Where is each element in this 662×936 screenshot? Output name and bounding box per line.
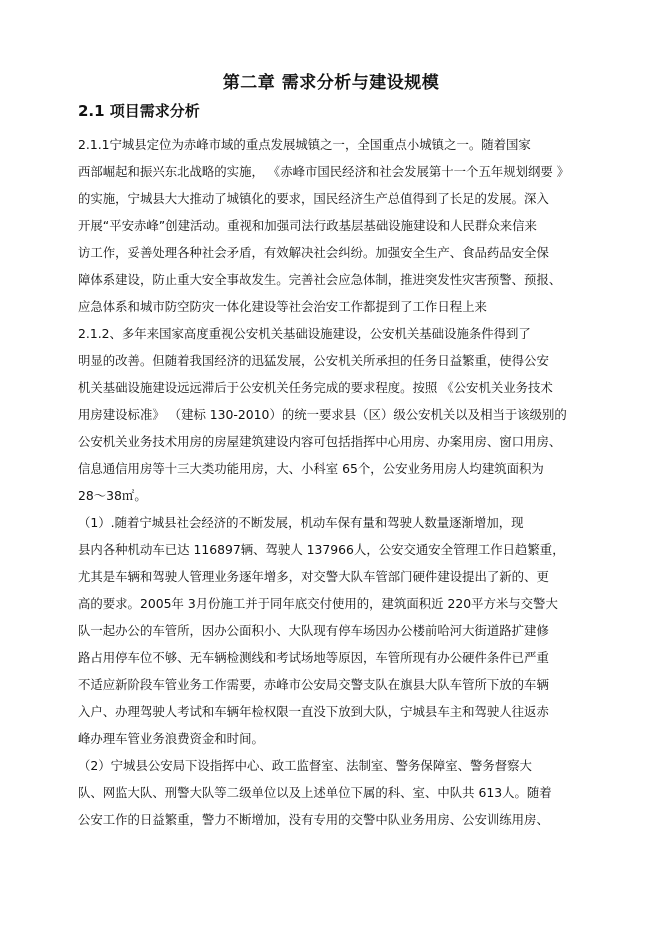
text-line: 用房建设标准》 （建标 130-2010）的统一要求县（区）级公安机关以及相当于该级别的 <box>78 407 567 422</box>
text-line: 2.1.2、多年来国家高度重视公安机关基础设施建设，公安机关基础设施条件得到了 <box>78 326 531 341</box>
paragraph-2-1-1 <box>78 131 586 320</box>
text-line: （1）.随着宁城县社会经济的不断发展，机动车保有量和驾驶人数量逐渐增加，现 <box>78 515 524 530</box>
text-line: 公安机关业务技术用房的房屋建筑建设内容可包括指挥中心用房、办案用房、窗口用房、 <box>78 434 562 449</box>
text-line: 障体系建设，防止重大安全事故发生。完善社会应急体制，推进突发性灾害预警、预报、 <box>78 272 562 287</box>
section-title: 2.1 项目需求分析 <box>78 102 200 120</box>
paragraph-item-2 <box>78 752 586 833</box>
text-line: 应急体系和城市防空防灾一体化建设等社会治安工作都提到了工作日程上来 <box>78 299 487 314</box>
text-line: 开展“平安赤峰”创建活动。重视和加强司法行政基层基础设施建设和人民群众来信来 <box>78 218 537 233</box>
text-line: 不适应新阶段车管业务工作需要，赤峰市公安局交警支队在旗县大队车管所下放的车辆 <box>78 677 549 692</box>
text-line: 高的要求。2005年 3月份施工并于同年底交付使用的，建筑面积近 220平方米与交警大 <box>78 596 558 611</box>
text-line: 入户、办理驾驶人考试和车辆年检权限一直没下放到大队，宁城县车主和驾驶人往返赤 <box>78 704 549 719</box>
text-line: 明显的改善。但随着我国经济的迅猛发展，公安机关所承担的任务日益繁重，使得公安 <box>78 353 549 368</box>
text-line: 28～38㎡。 <box>78 488 147 503</box>
text-line: 公安工作的日益繁重，警力不断增加，没有专用的交警中队业务用房、公安训练用房、 <box>78 812 549 827</box>
paragraph-item-1 <box>78 509 586 752</box>
chapter-title: 第二章 需求分析与建设规模 <box>222 73 440 93</box>
text-line: 西部崛起和振兴东北战略的实施， 《赤峰市国民经济和社会发展第十一个五年规划纲要 》 <box>78 164 570 179</box>
text-line: 2.1.1宁城县定位为赤峰市域的重点发展城镇之一，全国重点小城镇之一。随着国家 <box>78 137 531 152</box>
text-line: 尤其是车辆和驾驶人管理业务逐年增多，对交警大队车管部门硬件建设提出了新的、更 <box>78 569 549 584</box>
text-line: 路占用停车位不够、无车辆检测线和考试场地等原因，车管所现有办公硬件条件已严重 <box>78 650 549 665</box>
text-line: 的实施，宁城县大大推动了城镇化的要求，国民经济生产总值得到了长足的发展。深入 <box>78 191 549 206</box>
text-line: 队一起办公的车管所，因办公面积小、大队现有停车场因办公楼前哈河大街道路扩建修 <box>78 623 549 638</box>
text-line: 队、网监大队、刑警大队等二级单位以及上述单位下属的科、室、中队共 613人。随着 <box>78 785 552 800</box>
paragraph-2-1-2 <box>78 320 586 509</box>
text-line: （2）宁城县公安局下设指挥中心、政工监督室、法制室、警务保障室、警务督察大 <box>78 758 532 773</box>
text-line: 县内各种机动车已达 116897辆、驾驶人 137966人，公安交通安全管理工作日趋繁重， <box>78 542 565 557</box>
text-line: 峰办理车管业务浪费资金和时间。 <box>78 731 264 746</box>
text-line: 信息通信用房等十三大类功能用房，大、小科室 65个，公安业务用房人均建筑面积为 <box>78 461 544 476</box>
text-line: 机关基础设施建设远远滞后于公安机关任务完成的要求程度。按照 《公安机关业务技术 <box>78 380 553 395</box>
text-line: 访工作，妥善处理各种社会矛盾，有效解决社会纠纷。加强安全生产、食品药品安全保 <box>78 245 549 260</box>
